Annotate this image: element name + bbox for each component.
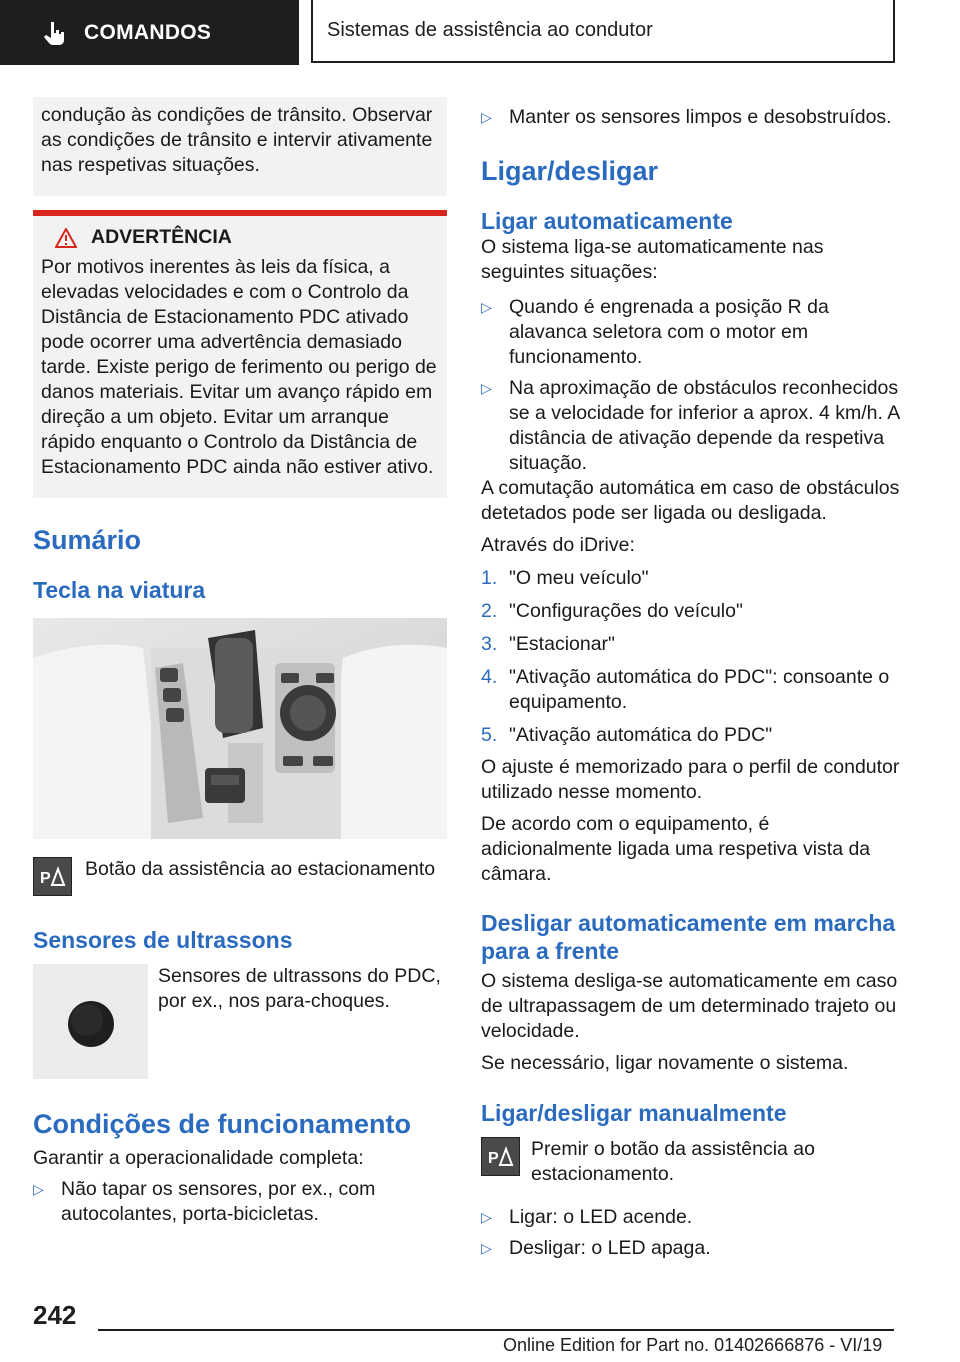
- sensores-row: [33, 964, 447, 1079]
- list-item-text: Não tapar os sensores, por ex., com autocolantes, porta-bicicletas.: [61, 1178, 376, 1225]
- step-number: 3.: [481, 633, 498, 655]
- step-item: [481, 723, 901, 748]
- heading-sensores: Sensores de ultrassons: [33, 927, 293, 953]
- step-number: 1.: [481, 567, 498, 589]
- step-item: [481, 632, 901, 657]
- button-caption: Botão da assistência ao estacionamento: [85, 858, 436, 880]
- step-text: "Ativação automática do PDC": [509, 724, 773, 746]
- continuation-text: condução às condições de trânsito. Observar as condições de trânsito e intervir ativamente nas respetivas situações.: [41, 104, 433, 176]
- camara-text: De acordo com o equipamento, é adicionalmente ligada uma respetiva vista da câmara.: [481, 813, 871, 885]
- heading-tecla: Tecla na viatura: [33, 577, 206, 603]
- heading-manual: Ligar/desligar manualmente: [481, 1100, 787, 1126]
- warning-text: Por motivos inerentes às leis da física, a elevadas velocidades e com o Controlo da Distância de Estacionamento PDC ativado pode ocorrer uma advertência demasiado tarde. Existe perigo de ferimento ou perigo de danos materiais. Evitar um avanço rápido em direção a um objeto. Evitar um arranque rápido enquanto o Controlo da Distância de Estacionamento PDC ainda não estiver ativo.: [41, 256, 437, 478]
- manual-text: Premir o botão da assistência ao estacionamento.: [531, 1138, 815, 1185]
- desligar-text: O sistema desliga-se automaticamente em caso de ultrapassagem de um determinado trajeto ou velocidade.: [481, 970, 898, 1042]
- list-item-text: Manter os sensores limpos e desobstruídos.: [509, 106, 892, 128]
- step-number: 5.: [481, 724, 498, 746]
- bullet-triangle-icon: ▷: [481, 299, 492, 315]
- warning-box: [33, 210, 447, 498]
- heading-ligar: Ligar/desligar: [481, 156, 659, 186]
- bullet-triangle-icon: ▷: [481, 380, 492, 396]
- list-item-text: Desligar: o LED apaga.: [509, 1237, 711, 1259]
- list-item: [33, 1177, 447, 1227]
- button-caption-row: [33, 857, 447, 896]
- step-text: "Configurações do veículo": [509, 600, 743, 622]
- chapter-title: Sistemas de assistência ao condutor: [311, 0, 895, 63]
- list-item-text: Quando é engrenada a posição R da alavanca seletora com o motor em funcionamento.: [509, 296, 829, 368]
- warning-triangle-icon: [55, 228, 77, 248]
- ultrasonic-sensor-photo: [33, 964, 148, 1079]
- condicoes-text: Garantir a operacionalidade completa:: [33, 1147, 364, 1169]
- right-column: [481, 97, 901, 1261]
- step-number: 2.: [481, 600, 498, 622]
- svg-text:P: P: [39, 869, 51, 887]
- list-item-text: Ligar: o LED acende.: [509, 1206, 693, 1228]
- edition-text: Online Edition for Part no. 01402666876 - VI/19: [503, 1335, 883, 1355]
- list-item: [481, 1236, 901, 1261]
- heading-auto: Ligar automaticamente: [481, 208, 733, 234]
- step-item: [481, 665, 901, 715]
- heading-sumario: Sumário: [33, 525, 142, 555]
- necessario-text: Se necessário, ligar novamente o sistema.: [481, 1052, 849, 1074]
- footer-divider: [98, 1329, 894, 1331]
- list-item-text: Na aproximação de obstáculos reconhecidos se a velocidade for inferior a aprox. 4 km/h. A distância de ativação depende da respetiva situação.: [509, 377, 900, 474]
- auto-text: O sistema liga-se automaticamente nas seguintes situações:: [481, 236, 824, 283]
- header-section-tab: [0, 0, 299, 65]
- bullet-triangle-icon: ▷: [481, 1240, 492, 1256]
- hand-pointer-icon: [42, 20, 68, 46]
- step-text: "O meu veículo": [509, 567, 649, 589]
- parking-assist-button-icon: [33, 857, 72, 896]
- section-label: COMANDOS: [84, 20, 212, 44]
- left-column: [33, 97, 447, 1227]
- sensores-text: Sensores de ultrassons do PDC, por ex., nos para-choques.: [158, 965, 441, 1012]
- continuation-box: [33, 97, 447, 196]
- step-item: [481, 566, 901, 591]
- svg-text:P: P: [487, 1149, 499, 1167]
- page-number: 242: [33, 1300, 77, 1330]
- warning-title: ADVERTÊNCIA: [91, 226, 232, 248]
- bullet-triangle-icon: ▷: [33, 1181, 44, 1197]
- ajuste-text: O ajuste é memorizado para o perfil de condutor utilizado nesse momento.: [481, 756, 900, 803]
- heading-condicoes: Condições de funcionamento: [33, 1109, 412, 1139]
- heading-desligar: Desligar automaticamente em marcha para a frente: [481, 910, 896, 964]
- step-item: [481, 599, 901, 624]
- console-photo: [33, 618, 447, 839]
- list-item: [481, 105, 901, 130]
- step-text: "Estacionar": [509, 633, 615, 655]
- list-item: [481, 1205, 901, 1230]
- parking-assist-button-icon: [481, 1137, 520, 1176]
- step-text: "Ativação automática do PDC": consoante o equipamento.: [509, 666, 890, 713]
- bullet-triangle-icon: ▷: [481, 109, 492, 125]
- bullet-triangle-icon: ▷: [481, 1209, 492, 1225]
- list-item: [481, 295, 901, 370]
- idrive-text: Através do iDrive:: [481, 534, 635, 556]
- comutacao-text: A comutação automática em caso de obstáculos detetados pode ser ligada ou desligada.: [481, 477, 900, 524]
- manual-row: [481, 1137, 901, 1187]
- step-number: 4.: [481, 666, 498, 688]
- list-item: [481, 376, 901, 476]
